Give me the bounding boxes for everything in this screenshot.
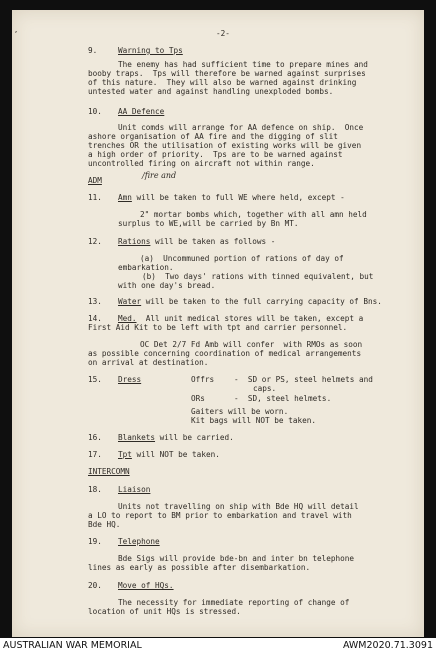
section-17-heading <box>118 451 220 460</box>
section-9-line: of this nature. They will also be warned against drinking <box>88 78 357 87</box>
section-18-title: Liaison <box>118 485 151 494</box>
section-10-line: a high order of priority. Tps are to be warned against <box>88 150 343 159</box>
section-16-title: Blankets <box>118 433 156 442</box>
section-17-rest: will NOT be taken. <box>131 450 220 459</box>
section-18-line: Units not travelling on ship with Bde HQ will detail <box>118 502 359 511</box>
section-12-line: embarkation. <box>118 263 174 272</box>
section-12-line: with one day's bread. <box>118 281 216 290</box>
section-16-number: 16. <box>88 433 102 442</box>
dress-line: Kit bags will NOT be taken. <box>191 416 316 425</box>
archive-reference: AWM2020.71.3091 <box>342 640 433 651</box>
section-14-line: First Aid Kit to be left with tpt and carrier personnel. <box>88 323 348 332</box>
section-20-line: location of unit HQs is stressed. <box>88 607 241 616</box>
section-11-title: Amn <box>118 193 132 202</box>
dress-ors-label: ORs <box>191 394 205 403</box>
section-14-line: as possible concerning coordination of medical arrangements <box>88 349 362 358</box>
section-10-line: ashore organisation of AA fire and the digging of slit <box>88 132 338 141</box>
section-11-line: surplus to WE,will be carried by Bn MT. <box>118 219 299 228</box>
section-13-rest: will be taken to the full carrying capacity of Bns. <box>141 297 382 306</box>
section-14-line: on arrival at destination. <box>88 358 209 367</box>
document-text <box>12 10 424 637</box>
section-20-number: 20. <box>88 581 102 590</box>
section-10-line: Unit comds will arrange for AA defence on ship. Once <box>118 123 364 132</box>
section-9-title: Warning to Tps <box>118 46 183 55</box>
section-13-number: 13. <box>88 297 102 306</box>
page-number: -2- <box>216 29 230 38</box>
dress-offrs-label: Offrs <box>191 375 215 384</box>
section-13-heading <box>118 298 382 307</box>
archive-name: AUSTRALIAN WAR MEMORIAL <box>3 640 142 651</box>
dress-line: Gaiters will be worn. <box>191 407 289 416</box>
dress-ors-value: - SD, steel helmets. <box>234 394 332 403</box>
section-15-number: 15. <box>88 375 102 384</box>
section-20-line: The necessity for immediate reporting of change of <box>118 598 350 607</box>
section-9-line: booby traps. Tps will therefore be warned against surprises <box>88 69 366 78</box>
section-9-line: The enemy has had sufficient time to prepare mines and <box>118 60 368 69</box>
section-10-line: trenches OR the utilisation of existing works will be given <box>88 141 362 150</box>
section-20-title: Move of HQs. <box>118 581 174 590</box>
section-14-line: OC Det 2/7 Fd Amb will confer with RMOs as soon <box>140 340 363 349</box>
section-18-line: a LO to report to BM prior to embarkation and travel with <box>88 511 352 520</box>
section-17-number: 17. <box>88 450 102 459</box>
section-12-heading <box>118 238 275 247</box>
section-12-number: 12. <box>88 237 102 246</box>
section-17-title: Tpt <box>118 450 132 459</box>
section-18-line: Bde HQ. <box>88 520 121 529</box>
section-11-rest: will be taken to full WE where held, except - <box>131 193 345 202</box>
section-19-line: Bde Sigs will provide bde-bn and inter bn telephone <box>118 554 355 563</box>
section-14-rest: All unit medical stores will be taken, except a <box>136 314 364 323</box>
section-11-line: 2" mortar bombs which, together with all amn held <box>140 210 367 219</box>
section-16-rest: will be carried. <box>155 433 234 442</box>
section-9-number: 9. <box>88 46 98 55</box>
section-14-number: 14. <box>88 314 102 323</box>
section-19-line: lines as early as possible after disembarkation. <box>88 563 311 572</box>
section-10-line: uncontrolled firing on aircraft not within range. <box>88 159 315 168</box>
section-13-title: Water <box>118 297 142 306</box>
margin-mark: , <box>14 26 19 34</box>
section-19-title: Telephone <box>118 537 160 546</box>
section-11-number: 11. <box>88 193 102 202</box>
section-11-heading <box>118 194 345 203</box>
adm-heading: ADM <box>88 176 102 185</box>
section-12-title: Rations <box>118 237 151 246</box>
intercomn-heading: INTERCOMN <box>88 467 130 476</box>
dress-offrs-value-cont: caps. <box>253 384 277 393</box>
section-12-rest: will be taken as follows - <box>150 237 276 246</box>
section-14-title: Med. <box>118 314 137 323</box>
section-19-number: 19. <box>88 537 102 546</box>
dress-offrs-value: - SD or PS, steel helmets and <box>234 375 373 384</box>
handwritten-insert: /fire and <box>142 171 177 180</box>
section-16-heading <box>118 434 234 443</box>
section-18-number: 18. <box>88 485 102 494</box>
section-9-line: untested water and against handling unexploded bombs. <box>88 87 334 96</box>
document-page <box>12 10 424 637</box>
section-10-title: AA Defence <box>118 107 165 116</box>
section-15-title: Dress <box>118 375 142 384</box>
section-12-line: (a) Uncommuned portion of rations of day of <box>140 254 344 263</box>
section-12-line: (b) Two days' rations with tinned equivalent, but <box>142 272 374 281</box>
section-10-number: 10. <box>88 107 102 116</box>
archive-footer <box>0 638 436 653</box>
